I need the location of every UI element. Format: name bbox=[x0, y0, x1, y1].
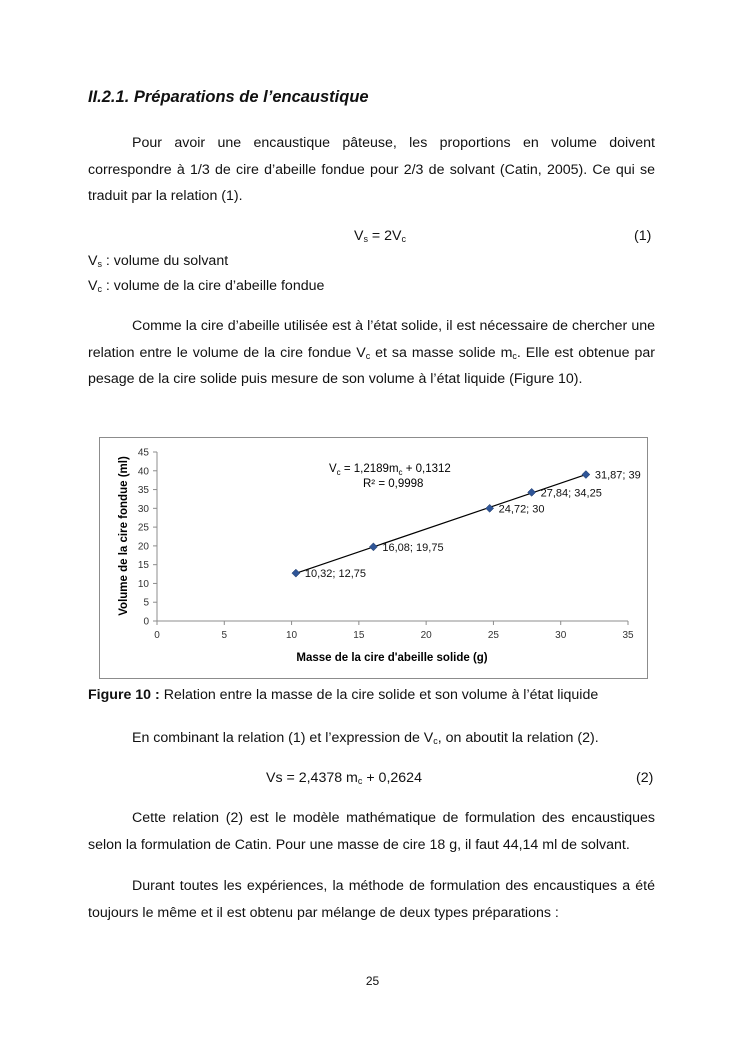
paragraph-experiences: Durant toutes les expériences, la méthode de formulation des encaustiques a été toujours le même et il est obtenu par mélange de deux types préparations : bbox=[88, 878, 655, 921]
chart-r-squared: R² = 0,9998 bbox=[363, 478, 424, 490]
chart-equation bbox=[329, 463, 451, 477]
x-tick-label: 25 bbox=[487, 630, 499, 641]
x-tick-label: 15 bbox=[353, 630, 365, 641]
y-tick-label: 5 bbox=[143, 597, 149, 609]
chart-y-axis-label: Volume de la cire fondue (ml) bbox=[118, 456, 130, 616]
y-tick-label: 10 bbox=[137, 578, 149, 590]
chart-point-label: 24,72; 30 bbox=[498, 503, 545, 516]
y-tick-label: 40 bbox=[137, 466, 149, 478]
y-tick-label: 15 bbox=[137, 560, 149, 572]
y-tick-label: 45 bbox=[137, 447, 149, 459]
eq-sub2: c bbox=[398, 468, 403, 477]
eq1-lhs: V bbox=[354, 228, 364, 244]
figure-10-chart bbox=[99, 437, 648, 679]
chart-point bbox=[486, 504, 494, 512]
paragraph-model: Cette relation (2) est le modèle mathématique de formulation des encaustiques selon la formulation de Catin. Pour une masse de cire 18 g, il faut 44,14 ml de solvant. bbox=[88, 810, 655, 853]
chart-point-label: 16,08; 19,75 bbox=[382, 541, 444, 554]
p3-part1: En combinant la relation (1) et l’expression de V bbox=[132, 730, 434, 746]
x-tick-label: 20 bbox=[420, 630, 432, 641]
p2-part2: et sa masse solide m bbox=[370, 344, 513, 361]
chart-points-group bbox=[292, 470, 641, 581]
section-title: II.2.1. Préparations de l’encaustique bbox=[88, 88, 369, 106]
chart-point-label: 31,87; 39 bbox=[594, 469, 641, 482]
p2-part3: . Elle est obtenue par pesage de la cire solide puis mesure de son volume à l’état liquide (Figure 10). bbox=[88, 344, 655, 387]
p2-mc-sub: c bbox=[512, 350, 517, 361]
figure-caption bbox=[88, 687, 598, 703]
def-vs-sub: s bbox=[97, 259, 102, 269]
eq-end: + 0,1312 bbox=[402, 463, 451, 475]
chart-point-label: 10,32; 12,75 bbox=[304, 568, 367, 581]
chart-point bbox=[582, 471, 590, 479]
def-vc-sub: c bbox=[97, 284, 102, 294]
def-vs-text: : volume du solvant bbox=[101, 253, 229, 269]
paragraph-proportions: Pour avoir une encaustique pâteuse, les proportions en volume doivent correspondre à 1/3 de cire d’abeille fondue pour 2/3 de solvant (Catin, 2005). Ce qui se traduit par la relation (1). bbox=[88, 135, 655, 204]
y-tick-label: 25 bbox=[137, 522, 149, 534]
p2-part1: Comme la cire d’abeille utilisée est à l’état solide, il est nécessaire de chercher une relation entre le volume de la cire fondue V bbox=[88, 318, 655, 361]
x-tick-label: 30 bbox=[555, 630, 567, 641]
p2-vc-sub: c bbox=[365, 350, 371, 361]
p3-part2: , on aboutit la relation (2). bbox=[437, 730, 599, 746]
y-tick-label: 30 bbox=[137, 503, 149, 515]
paragraph-relation bbox=[88, 313, 655, 393]
chart-point-label: 27,84; 34,25 bbox=[540, 487, 602, 500]
caption-text: Relation entre la masse de la cire solide et son volume à l’état liquide bbox=[159, 687, 599, 703]
def-vc-symbol: V bbox=[88, 278, 98, 294]
definition-vs bbox=[88, 253, 228, 269]
definition-vc bbox=[88, 278, 324, 294]
chart-point bbox=[369, 543, 377, 551]
chart-x-axis-label: Masse de la cire d'abeille solide (g) bbox=[296, 652, 488, 664]
equation-1-number: (1) bbox=[634, 228, 652, 244]
def-vs-symbol: V bbox=[88, 253, 98, 269]
page-number: 25 bbox=[365, 974, 380, 988]
eq2-rhs: + 0,2624 bbox=[362, 770, 422, 786]
eq2-sub: c bbox=[357, 776, 363, 786]
eq2-lhs: Vs = 2,4378 m bbox=[266, 770, 358, 786]
x-tick-label: 0 bbox=[154, 630, 160, 641]
chart-point bbox=[292, 569, 300, 577]
caption-label: Figure 10 : bbox=[88, 687, 160, 703]
chart-point bbox=[528, 488, 536, 496]
y-tick-label: 35 bbox=[137, 485, 149, 497]
def-vc-text: : volume de la cire d’abeille fondue bbox=[101, 278, 325, 294]
paragraph-combination bbox=[88, 725, 655, 752]
eq1-rhs-sub: c bbox=[401, 234, 406, 244]
x-tick-label: 10 bbox=[286, 630, 298, 641]
y-tick-label: 20 bbox=[137, 541, 149, 553]
eq1-mid: = 2V bbox=[367, 228, 402, 244]
eq1-lhs-sub: s bbox=[363, 234, 368, 244]
equation-2-number: (2) bbox=[636, 770, 654, 786]
eq-mid: = 1,2189m bbox=[340, 463, 399, 475]
eq-v: V bbox=[329, 463, 337, 475]
x-tick-label: 35 bbox=[622, 630, 634, 641]
equation-1 bbox=[354, 228, 406, 244]
y-tick-label: 0 bbox=[143, 616, 149, 628]
p3-sub: c bbox=[433, 736, 438, 746]
equation-2 bbox=[266, 770, 422, 786]
eq-sub1: c bbox=[336, 468, 341, 477]
chart-svg bbox=[100, 438, 647, 678]
x-tick-label: 5 bbox=[221, 630, 228, 641]
